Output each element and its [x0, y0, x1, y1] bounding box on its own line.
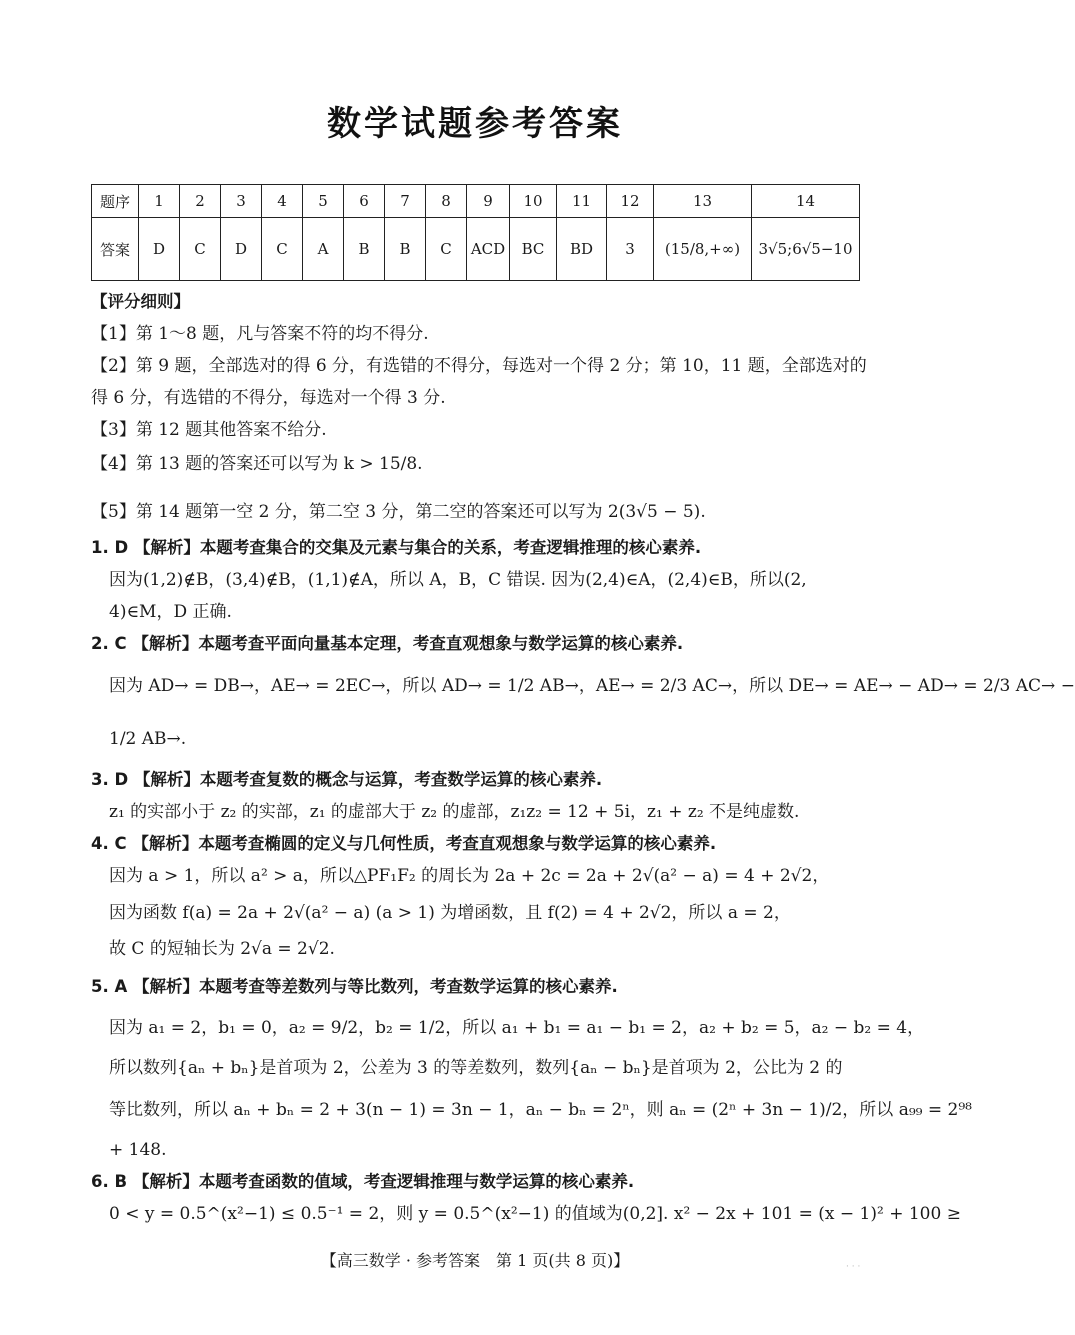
text-line: + 148. — [109, 1140, 167, 1160]
text-line: 所以数列{aₙ + bₙ}是首项为 2，公差为 3 的等差数列，数列{aₙ − bₙ}是首项为 2，公比为 2 的 — [109, 1058, 843, 1078]
question-number-cell: 8 — [426, 185, 467, 218]
answer-cell: C — [262, 218, 303, 281]
text-line: 因为 AD→ = DB→，AE→ = 2EC→，所以 AD→ = 1/2 AB→，AE→ = 2/3 AC→，所以 DE→ = AE→ − AD→ = 2/3 AC→ − — [109, 676, 1075, 696]
question-number-row — [92, 185, 860, 218]
answer-cell: D — [221, 218, 262, 281]
table-header-label: 题序 — [92, 185, 139, 218]
question-number-cell: 10 — [510, 185, 557, 218]
question-number-cell: 7 — [385, 185, 426, 218]
text-line: 【1】第 1～8 题，凡与答案不符的均不得分. — [91, 324, 429, 344]
question-number-cell: 3 — [221, 185, 262, 218]
section-heading: 【评分细则】 — [91, 292, 190, 311]
question-number-cell: 14 — [752, 185, 860, 218]
question-number-cell: 11 — [557, 185, 607, 218]
answer-cell: BD — [557, 218, 607, 281]
text-line: 得 6 分，有选错的不得分，每选对一个得 3 分. — [91, 388, 446, 408]
answer-cell: C — [180, 218, 221, 281]
text-line: 【2】第 9 题，全部选对的得 6 分，有选错的不得分，每选对一个得 2 分；第 10，11 题，全部选对的 — [91, 356, 867, 376]
text-line: 【4】第 13 题的答案还可以写为 k > 15/8. — [91, 454, 423, 474]
text-line: 因为 a > 1，所以 a² > a，所以△PF₁F₂ 的周长为 2a + 2c = 2a + 2√(a² − a) = 4 + 2√2， — [109, 866, 830, 886]
text-line: 因为函数 f(a) = 2a + 2√(a² − a) (a > 1) 为增函数，且 f(2) = 4 + 2√2，所以 a = 2， — [109, 903, 791, 923]
answer-cell: BC — [510, 218, 557, 281]
answer-cell: 3 — [607, 218, 654, 281]
question-number-cell: 13 — [654, 185, 752, 218]
text-line: 因为 a₁ = 2，b₁ = 0，a₂ = 9/2，b₂ = 1/2，所以 a₁ + b₁ = a₁ − b₁ = 2，a₂ + b₂ = 5，a₂ − b₂ = 4， — [109, 1018, 925, 1038]
text-line: 【5】第 14 题第一空 2 分，第二空 3 分，第二空的答案还可以写为 2(3√5 − 5). — [91, 502, 706, 522]
answer-cell: C — [426, 218, 467, 281]
section-heading: 6. B 【解析】本题考查函数的值域，考查逻辑推理与数学运算的核心素养. — [91, 1172, 635, 1191]
section-heading: 5. A 【解析】本题考查等差数列与等比数列，考查数学运算的核心素养. — [91, 977, 618, 996]
answer-cell: B — [385, 218, 426, 281]
text-line: 【3】第 12 题其他答案不给分. — [91, 420, 327, 440]
question-number-cell: 5 — [303, 185, 344, 218]
section-heading: 3. D 【解析】本题考查复数的概念与运算，考查数学运算的核心素养. — [91, 770, 603, 789]
question-number-cell: 4 — [262, 185, 303, 218]
question-number-cell: 9 — [467, 185, 510, 218]
question-number-cell: 6 — [344, 185, 385, 218]
scan-artifact: · · · — [846, 1262, 861, 1272]
text-line: 4)∈M，D 正确. — [109, 602, 232, 622]
text-line: 1/2 AB→. — [109, 729, 187, 749]
text-line: 因为(1,2)∉B，(3,4)∉B，(1,1)∉A，所以 A，B，C 错误. 因为(2,4)∈A，(2,4)∈B，所以(2, — [109, 570, 807, 590]
answer-table — [91, 184, 860, 281]
text-line: 故 C 的短轴长为 2√a = 2√2. — [109, 939, 335, 959]
answer-cell: ACD — [467, 218, 510, 281]
question-number-cell: 12 — [607, 185, 654, 218]
section-heading: 4. C 【解析】本题考查椭圆的定义与几何性质，考查直观想象与数学运算的核心素养. — [91, 834, 717, 853]
text-line: 0 < y = 0.5^(x²−1) ≤ 0.5⁻¹ = 2，则 y = 0.5^(x²−1) 的值域为(0,2]. x² − 2x + 101 = (x − 1)² + 100 ≥ — [109, 1204, 961, 1224]
section-heading: 2. C 【解析】本题考查平面向量基本定理，考查直观想象与数学运算的核心素养. — [91, 634, 684, 653]
page-title: 数学试题参考答案 — [327, 104, 623, 144]
answer-cell: 3√5;6√5−10 — [752, 218, 860, 281]
answer-cell: B — [344, 218, 385, 281]
answer-cell: A — [303, 218, 344, 281]
question-number-cell: 1 — [139, 185, 180, 218]
answer-cell: D — [139, 218, 180, 281]
section-heading: 1. D 【解析】本题考查集合的交集及元素与集合的关系，考查逻辑推理的核心素养. — [91, 538, 702, 557]
text-line: z₁ 的实部小于 z₂ 的实部，z₁ 的虚部大于 z₂ 的虚部，z₁z₂ = 12 + 5i，z₁ + z₂ 不是纯虚数. — [109, 802, 800, 822]
answer-cell: (15/8,+∞) — [654, 218, 752, 281]
question-number-cell: 2 — [180, 185, 221, 218]
table-answer-label: 答案 — [92, 218, 139, 281]
text-line: 等比数列，所以 aₙ + bₙ = 2 + 3(n − 1) = 3n − 1，aₙ − bₙ = 2ⁿ，则 aₙ = (2ⁿ + 3n − 1)/2，所以 a₉₉ = 2⁹⁸ — [109, 1100, 972, 1120]
answer-row — [92, 218, 860, 281]
page-footer: 【高三数学 · 参考答案 第 1 页(共 8 页)】 — [320, 1251, 630, 1270]
